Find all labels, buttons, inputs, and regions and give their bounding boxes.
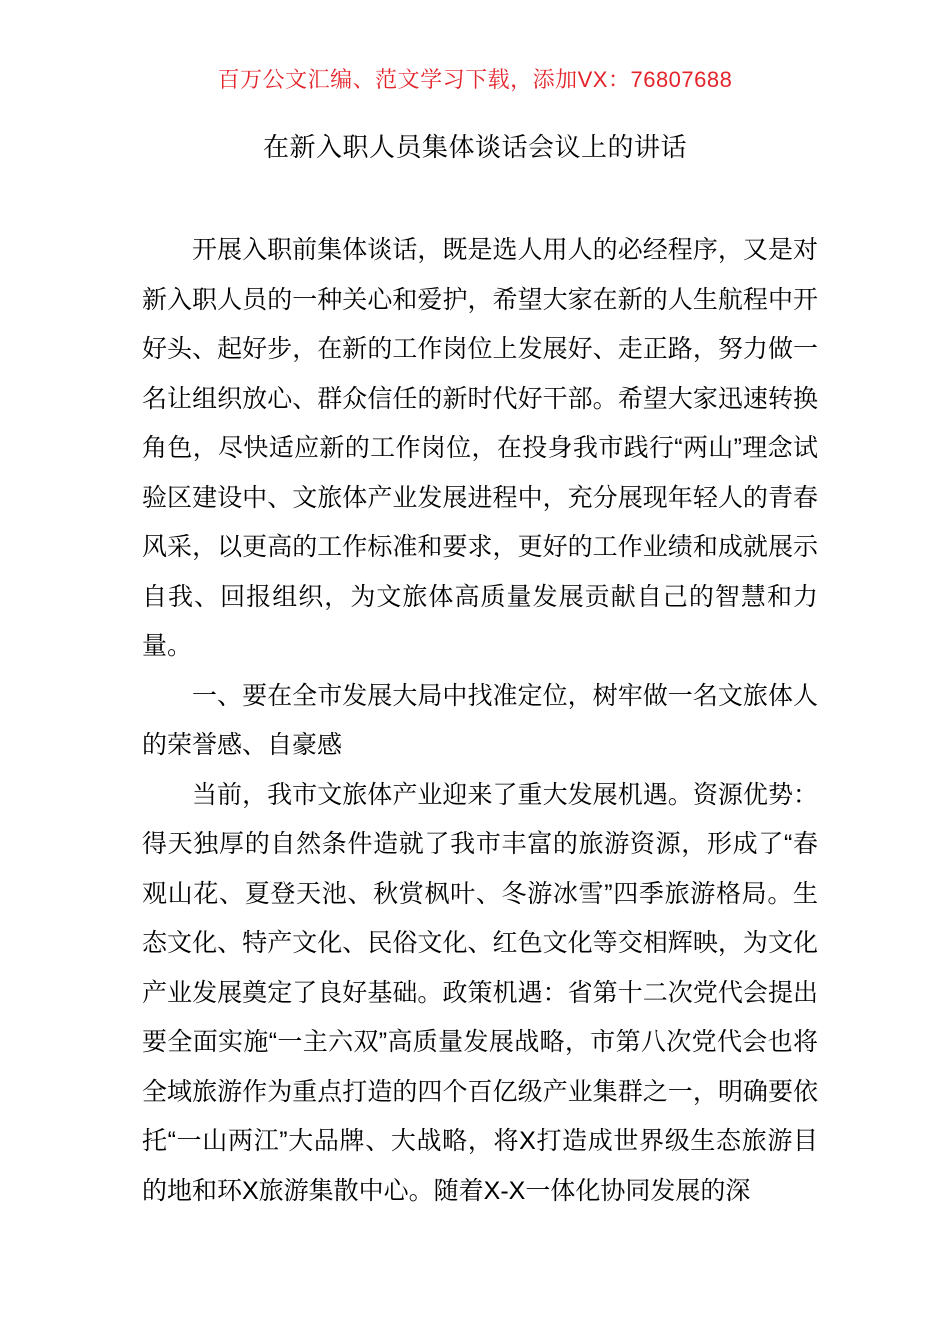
watermark-banner: 百万公文汇编、范文学习下载，添加VX：76807688 <box>217 67 733 92</box>
document-body <box>142 226 818 1216</box>
section-heading-1: 一、要在全市发展大局中找准定位，树牢做一名文旅体人的荣誉感、自豪感 <box>142 681 818 759</box>
paragraph-intro: 开展入职前集体谈话，既是选人用人的必经程序，又是对新入职人员的一种关心和爱护，希望大家在新的人生航程中开好头、起好步，在新的工作岗位上发展好、走正路，努力做一名让组织放心、群众信任的新时代好干部。希望大家迅速转换角色，尽快适应新的工作岗位，在投身我市践行“两山”理念试验区建设中、文旅体产业发展进程中，充分展现年轻人的青春风采，以更高的工作标准和要求，更好的工作业绩和成就展示自我、回报组织，为文旅体高质量发展贡献自己的智慧和力量。 <box>142 236 818 660</box>
document-title: 在新入职人员集体谈话会议上的讲话 <box>262 132 687 162</box>
paragraph-section-1-body: 当前，我市文旅体产业迎来了重大发展机遇。资源优势：得天独厚的自然条件造就了我市丰富的旅游资源，形成了“春观山花、夏登天池、秋赏枫叶、冬游冰雪”四季旅游格局。生态文化、特产文化、民俗文化、红色文化等交相辉映，为文化产业发展奠定了良好基础。政策机遇：省第十二次党代会提出要全面实施“一主六双”高质量发展战略，市第八次党代会也将全域旅游作为重点打造的四个百亿级产业集群之一，明确要依托“一山两江”大品牌、大战略，将X打造成世界级生态旅游目的地和环X旅游集散中心。随着X-X一体化协同发展的深 <box>142 780 818 1205</box>
